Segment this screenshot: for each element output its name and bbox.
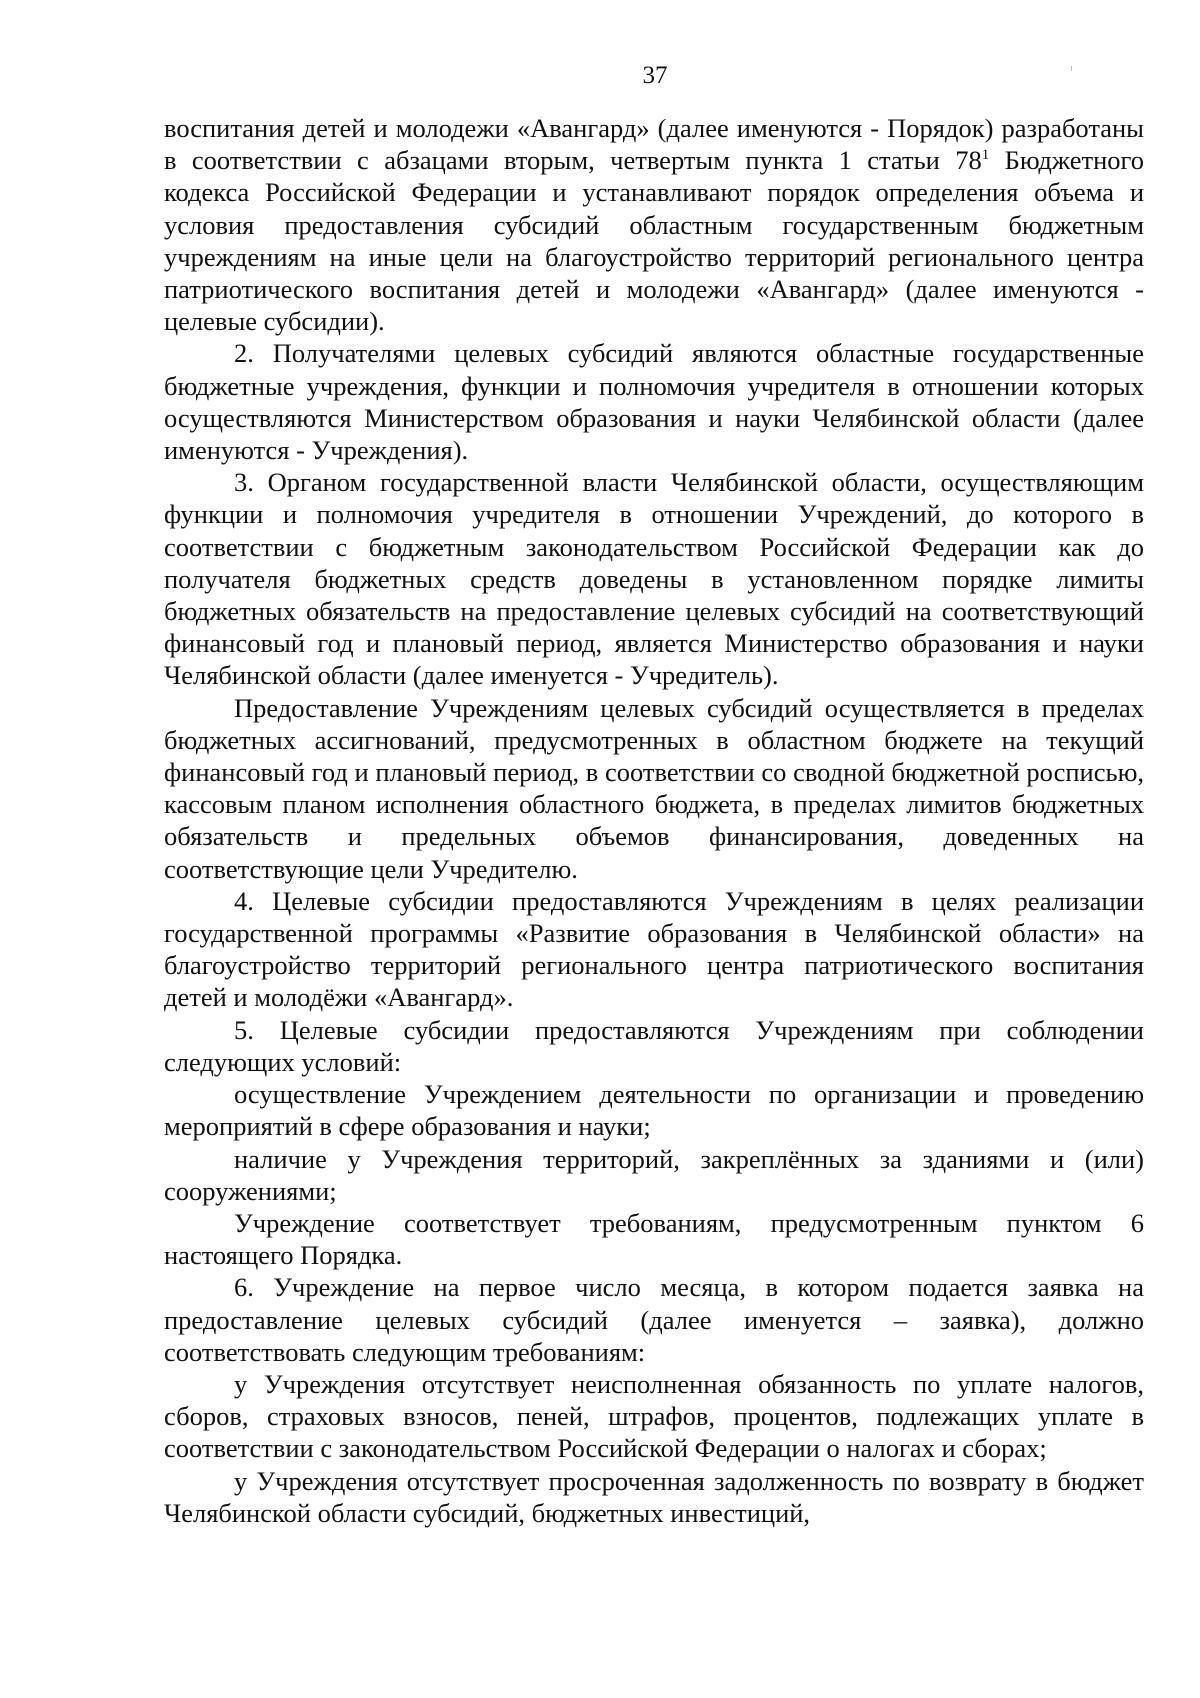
- paragraph-item-2: 2. Получателями целевых субсидий являются областные государственные бюджетные учреждения, функции и полномочия учредителя в отношении которых осуществляются Министерством образования и науки Челябинской области (далее именуются - Учреждения).: [164, 338, 1144, 466]
- paragraph-text-tail: Бюджетного кодекса Российской Федерации и устанавливают порядок определения объема и условия предоставления субсидий областным государственным бюджетным учреждениям на иные цели на благоустройство территорий регионального центра патриотического воспитания детей и молодежи «Авангард» (далее именуются - целевые субсидии).: [164, 145, 1144, 337]
- page-number: 37: [642, 62, 668, 89]
- paragraph-requirement-1: у Учреждения отсутствует неисполненная обязанность по уплате налогов, сборов, страховых взносов, пеней, штрафов, процентов, подлежащих уплате в соответствии с законодательством Российской Федерации о налогах и сборах;: [164, 1368, 1144, 1464]
- scan-artifact: [1071, 66, 1072, 71]
- paragraph-requirement-2: у Учреждения отсутствует просроченная задолженность по возврату в бюджет Челябинской области субсидий, бюджетных инвестиций,: [164, 1465, 1144, 1528]
- document-body: [164, 112, 1144, 1529]
- superscript: 1: [981, 147, 990, 164]
- paragraph-condition-2: наличие у Учреждения территорий, закреплённых за зданиями и (или) сооружениями;: [164, 1143, 1144, 1206]
- paragraph-intro-continuation: [164, 112, 1144, 337]
- paragraph-item-3: 3. Органом государственной власти Челябинской области, осуществляющим функции и полномочия учредителя в отношении Учреждений, до которого в соответствии с бюджетным законодательством Российской Федерации как до получателя бюджетных средств доведены в установленном порядке лимиты бюджетных обязательств на предоставление целевых субсидий на соответствующий финансовый год и плановый период, является Министерство образования и науки Челябинской области (далее именуется - Учредитель).: [164, 467, 1144, 691]
- paragraph-provision: Предоставление Учреждениям целевых субсидий осуществляется в пределах бюджетных ассигнований, предусмотренных в областном бюджете на текущий финансовый год и плановый период, в соответствии со сводной бюджетной росписью, кассовым планом исполнения областного бюджета, в пределах лимитов бюджетных обязательств и предельных объемов финансирования, доведенных на соответствующие цели Учредителю.: [164, 692, 1144, 884]
- paragraph-condition-1: осуществление Учреждением деятельности по организации и проведению мероприятий в сфере образования и науки;: [164, 1079, 1144, 1142]
- paragraph-condition-3: Учреждение соответствует требованиям, предусмотренным пунктом 6 настоящего Порядка.: [164, 1207, 1144, 1271]
- paragraph-text: воспитания детей и молодежи «Авангард» (далее именуются - Порядок) разработаны в соответствии с абзацами вторым, четвертым пункта 1 статьи 78: [164, 113, 1144, 176]
- paragraph-item-5: 5. Целевые субсидии предоставляются Учреждениям при соблюдении следующих условий:: [164, 1014, 1144, 1077]
- paragraph-item-4: 4. Целевые субсидии предоставляются Учреждениям в целях реализации государственной программы «Развитие образования в Челябинской области» на благоустройство территорий регионального центра патриотического воспитания детей и молодёжи «Авангард».: [164, 885, 1144, 1013]
- paragraph-item-6: 6. Учреждение на первое число месяца, в котором подается заявка на предоставление целевых субсидий (далее именуется – заявка), должно соответствовать следующим требованиям:: [164, 1272, 1144, 1367]
